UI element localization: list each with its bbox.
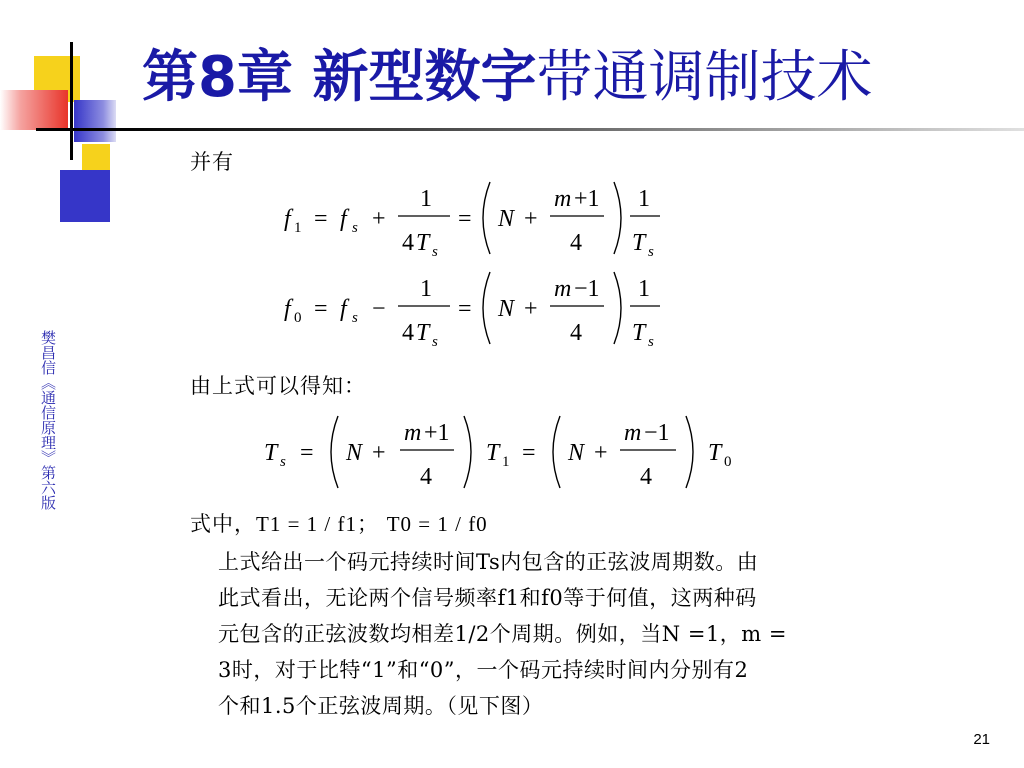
svg-text:−: −	[372, 296, 386, 322]
svg-text:=: =	[314, 206, 328, 232]
equation-ts	[264, 404, 764, 494]
svg-text:0: 0	[724, 454, 732, 470]
where-clause	[190, 508, 488, 538]
where-label: 式中，	[190, 512, 256, 536]
title-bold-part: 第8章 新型数字	[142, 45, 537, 110]
page-number: 21	[973, 731, 990, 748]
where-eq-1: T1 = 1 / f1；	[256, 512, 379, 536]
svg-text:4: 4	[570, 320, 582, 346]
deco-vertical-line	[70, 42, 73, 160]
svg-text:s: s	[432, 334, 438, 350]
svg-text:+: +	[594, 440, 608, 466]
svg-text:f: f	[340, 296, 347, 322]
deco-red-bar	[0, 90, 68, 130]
deco-yellow-small	[82, 144, 110, 172]
svg-text:+: +	[524, 206, 538, 232]
paragraph-line-3: 元包含的正弦波数均相差1/2个周期。例如，当N =1，m =	[218, 622, 787, 646]
title-underline	[36, 128, 1024, 131]
svg-text:=: =	[300, 440, 314, 466]
svg-text:N: N	[346, 440, 363, 466]
svg-text:T: T	[486, 440, 500, 466]
svg-text:m: m	[554, 186, 572, 212]
svg-text:1: 1	[420, 276, 432, 302]
svg-text:=: =	[522, 440, 536, 466]
svg-text:f: f	[340, 206, 347, 232]
svg-text:s: s	[648, 244, 654, 260]
deco-blue-small	[74, 100, 116, 142]
svg-text:m: m	[404, 420, 422, 446]
svg-text:4: 4	[570, 230, 582, 256]
svg-text:−1: −1	[574, 276, 600, 302]
title-regular-part: 带通调制技术	[536, 45, 873, 110]
svg-text:+1: +1	[574, 186, 600, 212]
svg-text:1: 1	[638, 186, 650, 212]
svg-text:=: =	[458, 296, 472, 322]
svg-text:f: f	[284, 206, 291, 232]
svg-text:+: +	[372, 206, 386, 232]
svg-text:N: N	[498, 296, 515, 322]
svg-text:1: 1	[294, 220, 302, 236]
lead-text-2: 由上式可以得知：	[190, 374, 366, 398]
svg-text:s: s	[648, 334, 654, 350]
svg-text:T: T	[264, 440, 278, 466]
equation-f1	[284, 170, 704, 260]
svg-text:T: T	[632, 320, 646, 346]
svg-text:f: f	[284, 296, 291, 322]
svg-text:0: 0	[294, 310, 302, 326]
svg-text:=: =	[458, 206, 472, 232]
where-eq-2: T0 = 1 / f0	[386, 512, 488, 536]
svg-text:N: N	[498, 206, 515, 232]
svg-text:T: T	[632, 230, 646, 256]
svg-text:+: +	[372, 440, 386, 466]
svg-text:T: T	[416, 230, 430, 256]
svg-text:m: m	[624, 420, 642, 446]
svg-text:+1: +1	[424, 420, 450, 446]
paragraph-line-1: 上式给出一个码元持续时间Ts内包含的正弦波周期数。由	[218, 550, 759, 574]
svg-text:=: =	[314, 296, 328, 322]
lead-text: 并有	[190, 150, 234, 174]
svg-text:4: 4	[420, 464, 432, 490]
svg-text:s: s	[280, 454, 286, 470]
svg-text:+: +	[524, 296, 538, 322]
paragraph-line-4: 3时，对于比特“1”和“0”，一个码元持续时间内分别有2	[218, 658, 749, 682]
svg-text:4: 4	[402, 230, 414, 256]
paragraph-line-5: 个和1.5个正弦波周期。（见下图）	[218, 694, 544, 718]
svg-text:−1: −1	[644, 420, 670, 446]
svg-text:s: s	[352, 220, 358, 236]
svg-text:1: 1	[502, 454, 510, 470]
side-citation: 樊昌信《通信原理》第六版	[39, 330, 57, 510]
svg-text:T: T	[416, 320, 430, 346]
svg-text:m: m	[554, 276, 572, 302]
equation-f0	[284, 260, 704, 350]
svg-text:4: 4	[640, 464, 652, 490]
svg-text:N: N	[568, 440, 585, 466]
svg-text:1: 1	[638, 276, 650, 302]
svg-text:T: T	[708, 440, 722, 466]
svg-text:4: 4	[402, 320, 414, 346]
svg-text:s: s	[432, 244, 438, 260]
svg-text:1: 1	[420, 186, 432, 212]
svg-text:s: s	[352, 310, 358, 326]
paragraph-line-2: 此式看出，无论两个信号频率f1和f0等于何值，这两种码	[218, 586, 757, 610]
deco-blue-square	[60, 170, 110, 222]
slide-title	[142, 38, 872, 118]
